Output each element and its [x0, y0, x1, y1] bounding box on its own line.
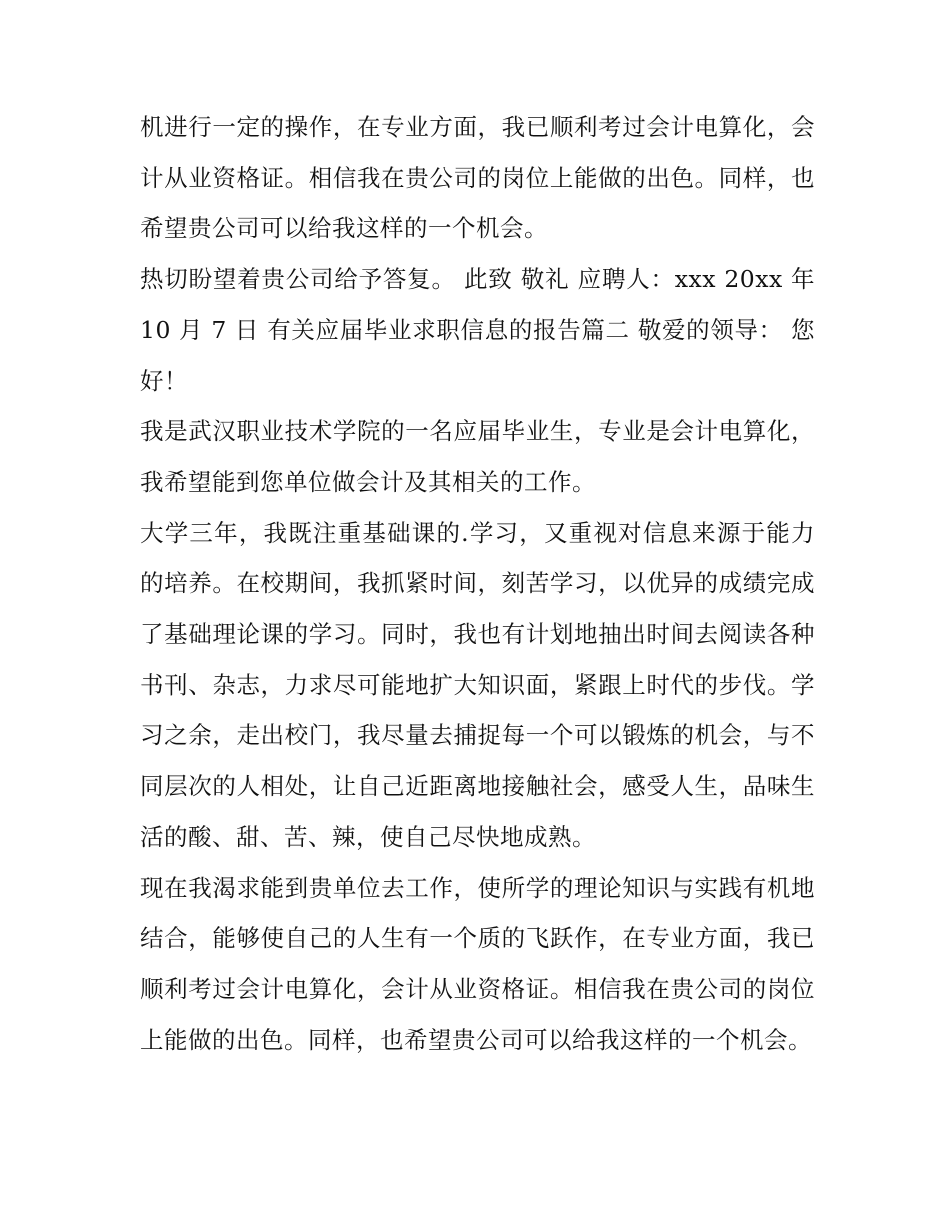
document-body	[140, 102, 815, 1065]
paragraph-closing-and-heading: 热切盼望着贵公司给予答复。 此致 敬礼 应聘人：xxx 20xx 年 10 月 7 日 有关应届毕业求职信息的报告篇二 敬爱的领导： 您好！	[140, 265, 815, 395]
paragraph-job-request: 现在我渴求能到贵单位去工作，使所学的理论知识与实践有机地结合，能够使自己的人生有一个质的飞跃作，在专业方面，我已顺利考过会计电算化，会计从业资格证。相信我在贵公司的岗位上能做的出色。同样，也希望贵公司可以给我这样的一个机会。	[140, 873, 815, 1054]
paragraph-continuation: 机进行一定的操作，在专业方面，我已顺利考过会计电算化，会计从业资格证。相信我在贵公司的岗位上能做的出色。同样，也希望贵公司可以给我这样的一个机会。	[140, 113, 815, 243]
paragraph-introduction: 我是武汉职业技术学院的一名应届毕业生，专业是会计电算化，我希望能到您单位做会计及其相关的工作。	[140, 417, 815, 496]
paragraph-university-experience: 大学三年，我既注重基础课的.学习，又重视对信息来源于能力的培养。在校期间，我抓紧时间，刻苦学习，以优异的成绩完成了基础理论课的学习。同时，我也有计划地抽出时间去阅读各种书刊、杂志，力求尽可能地扩大知识面，紧跟上时代的步伐。学习之余，走出校门，我尽量去捕捉每一个可以锻炼的机会，与不同层次的人相处，让自己近距离地接触社会，感受人生，品味生活的酸、甜、苦、辣，使自己尽快地成熟。	[140, 518, 815, 851]
